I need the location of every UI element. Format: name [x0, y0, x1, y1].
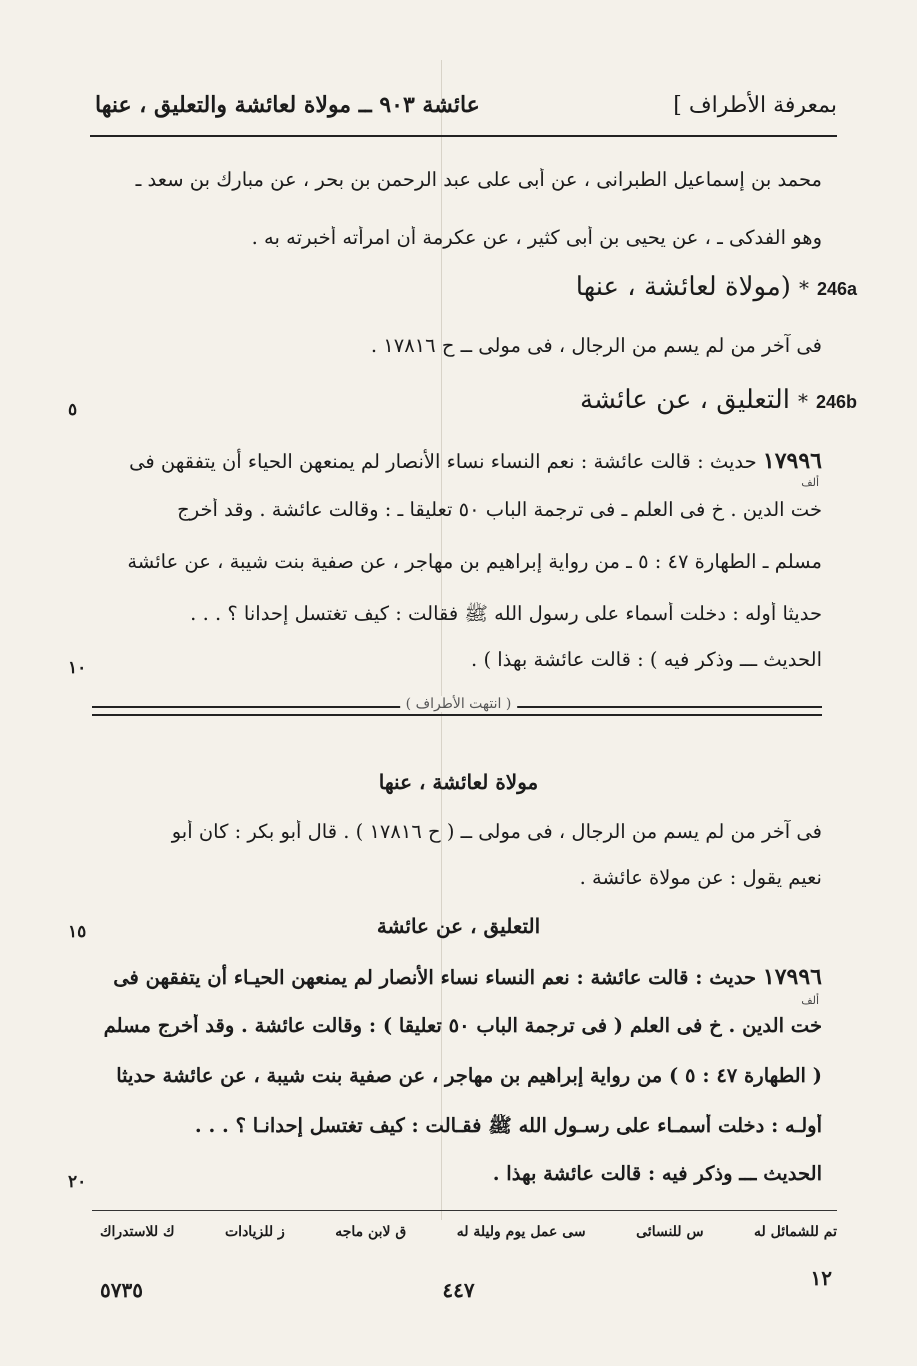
- entry-246b-line-4: حديثا أوله : دخلت أسماء على رسول الله ﷺ فقالت : كيف تغتسل إحدانا ؟ . . .: [190, 602, 822, 625]
- siglum-annotation: خت: [790, 498, 822, 521]
- footer-rule: [92, 1210, 837, 1211]
- hadith-text: الدين . خ فى العلم ـ فى ترجمة الباب ٥٠ تعليقا ـ : وقالت عائشة . وقد أخرج: [177, 498, 785, 521]
- entry-246b-line-2: [95, 498, 822, 521]
- hadith-text: حديث : قالت عائشة : نعم النساء نساء الأنصار لم يمنعهن الحيـاء أن يتفقهن فى: [113, 966, 757, 989]
- entry-number: 246b: [815, 392, 857, 412]
- siglum: تم للشمائل له: [754, 1224, 837, 1240]
- divider-label: ( انتهت الأطراف ): [400, 696, 518, 712]
- hadith-number: ١٧٩٩٦: [762, 448, 822, 474]
- entry-title: (مولاة لعائشة ، عنها: [575, 272, 791, 302]
- serial-number: ٥٧٣٥: [100, 1278, 143, 1302]
- siglum: ك للاستدراك: [100, 1224, 175, 1240]
- section-2-line-5: الحديث ـــ وذكر فيه : قالت عائشة بهذا .: [492, 1162, 822, 1185]
- section-2-line-4: أولـه : دخلت أسمـاء على رسـول الله ﷺ فقـالت : كيف تغتسل إحدانـا ؟ . . .: [194, 1114, 822, 1137]
- header-rule: [90, 135, 837, 137]
- section-2-line-1: [95, 964, 822, 990]
- siglum: ق لابن ماجه: [335, 1224, 407, 1240]
- section-1-title: مولاة لعائشة ، عنها: [378, 770, 539, 794]
- margin-line-number: ٢٠: [68, 1172, 87, 1192]
- volume-number: ١٢: [810, 1266, 832, 1290]
- margin-line-number: ٥: [68, 400, 78, 420]
- siglum: سى عمل يوم وليلة له: [456, 1224, 586, 1240]
- entry-246b-line-5: الحديث ـــ وذكر فيه ) : قالت عائشة بهذا ) .: [471, 648, 822, 671]
- page-number: ٤٤٧: [442, 1278, 475, 1302]
- book-title: بمعرفة الأطراف ]: [673, 92, 837, 118]
- top-text-line-1: محمد بن إسماعيل الطبرانى ، عن أبى على عبد الرحمن بن بحر ، عن مبارك بن سعد ـ: [135, 168, 822, 191]
- margin-line-number: ١٥: [68, 922, 87, 942]
- entry-246a-text: فى آخر من لم يسم من الرجال ، فى مولى ــ ح ١٧٨١٦ .: [370, 334, 822, 357]
- section-1-line-1: فى آخر من لم يسم من الرجال ، فى مولى ــ ( ح ١٧٨١٦ ) . قال أبو بكر : كان أبو: [171, 820, 822, 843]
- entry-star-icon: *: [797, 389, 808, 413]
- siglum: ز للزيادات: [225, 1224, 285, 1240]
- siglum: س للنسائى: [636, 1224, 704, 1240]
- running-title: عائشة ٩٠٣ ــ مولاة لعائشة والتعليق ، عنها: [95, 92, 480, 118]
- entry-star-icon: *: [798, 276, 809, 300]
- hadith-text: حديث : قالت عائشة : نعم النساء نساء الأنصار لم يمنعهن الحياء أن يتفقهن فى: [129, 450, 757, 473]
- section-1-line-2: نعيم يقول : عن مولاة عائشة .: [579, 866, 822, 889]
- siglum-annotation: خت: [790, 1014, 822, 1037]
- hadith-text: الدين . خ فى العلم ( فى ترجمة الباب ٥٠ تعليقا ) : وقالت عائشة . وقد أخرج مسلم: [103, 1014, 784, 1037]
- hadith-number: ١٧٩٩٦: [762, 964, 822, 990]
- page-header: [95, 80, 837, 130]
- top-text-line-2: وهو الفدكى ـ ، عن يحيى بن أبى كثير ، عن عكرمة أن امرأته أخبرته به .: [251, 226, 822, 249]
- margin-line-number: ١٠: [68, 658, 87, 678]
- annotation-small: ألف: [801, 476, 819, 489]
- entry-246a-heading: [576, 272, 857, 302]
- entry-number: 246a: [816, 279, 857, 299]
- entry-title: التعليق ، عن عائشة: [580, 385, 790, 415]
- entry-246b-line-1: [95, 448, 822, 474]
- section-2-line-3: ( الطهارة ٤٧ : ٥ ) من رواية إبراهيم بن مهاجر ، عن صفية بنت شيبة ، عن عائشة حديثا: [116, 1064, 822, 1087]
- entry-246b-heading: [580, 385, 857, 415]
- annotation-small: ألف: [801, 994, 819, 1007]
- section-2-title: التعليق ، عن عائشة: [376, 914, 541, 938]
- section-2-line-2: [95, 1014, 822, 1037]
- entry-246b-line-3: مسلم ـ الطهارة ٤٧ : ٥ ـ من رواية إبراهيم بن مهاجر ، عن صفية بنت شيبة ، عن عائشة: [127, 550, 822, 573]
- sigla-legend: [100, 1224, 837, 1240]
